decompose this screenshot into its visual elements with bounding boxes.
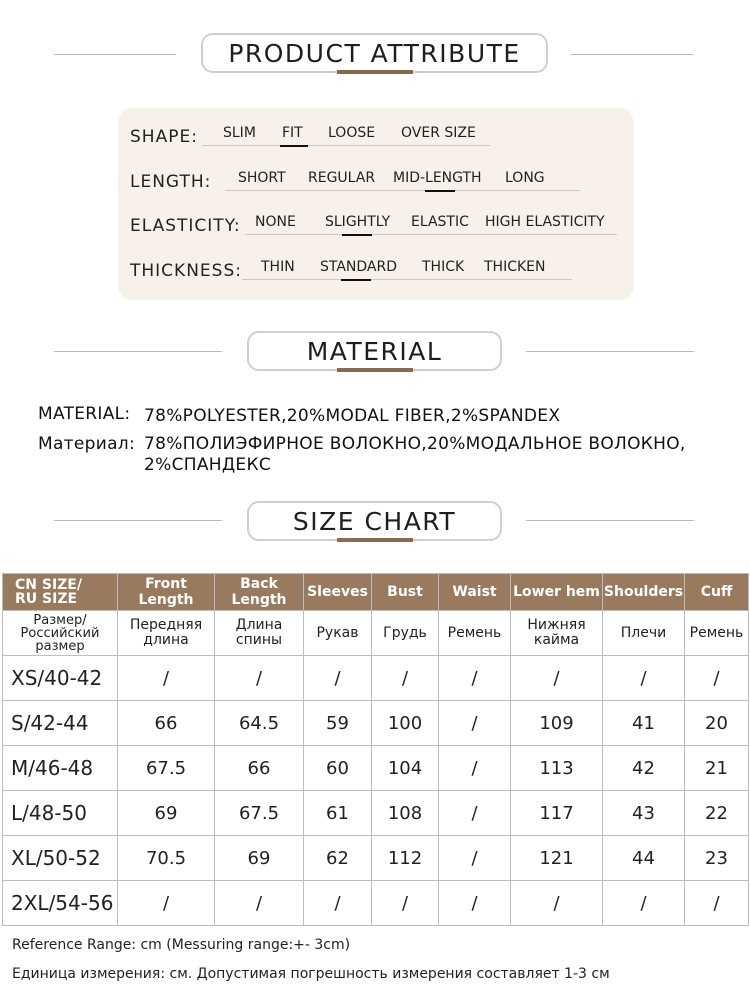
divider-right bbox=[526, 351, 694, 352]
size-chart-table bbox=[2, 573, 749, 926]
table-cell: 109 bbox=[511, 701, 603, 746]
table-ru-header-cell: Нижняя кайма bbox=[511, 611, 603, 656]
table-cell: / bbox=[372, 881, 439, 926]
table-ru-header-size: Размер/ Российский размер bbox=[3, 611, 118, 656]
table-cell: 69 bbox=[118, 791, 215, 836]
section-title-size-chart bbox=[247, 501, 502, 541]
table-cell: / bbox=[215, 656, 304, 701]
selected-mark bbox=[280, 145, 308, 147]
attribute-line bbox=[245, 234, 617, 235]
title-underline bbox=[337, 538, 413, 542]
selected-mark bbox=[341, 279, 371, 281]
table-cell: 70.5 bbox=[118, 836, 215, 881]
attribute-line bbox=[202, 145, 490, 146]
divider-left bbox=[54, 520, 222, 521]
table-header-size: CN SIZE/ RU SIZE bbox=[3, 574, 118, 611]
section-title-text: PRODUCT ATTRIBUTE bbox=[228, 38, 521, 68]
divider-left bbox=[54, 351, 222, 352]
material-en-label: MATERIAL: bbox=[38, 404, 131, 424]
table-cell: 64.5 bbox=[215, 701, 304, 746]
table-header-waist: Waist bbox=[439, 574, 511, 611]
table-cell-size: L/48-50 bbox=[3, 791, 118, 836]
attribute-label: LENGTH: bbox=[130, 172, 212, 192]
table-ru-header-cell: Ремень bbox=[439, 611, 511, 656]
table-cell: 44 bbox=[603, 836, 685, 881]
table-cell: 20 bbox=[685, 701, 749, 746]
attribute-label: ELASTICITY: bbox=[130, 216, 241, 236]
title-underline bbox=[337, 368, 413, 372]
table-row bbox=[3, 746, 749, 791]
table-header-cuff: Cuff bbox=[685, 574, 749, 611]
table-header-shoulders: Shoulders bbox=[603, 574, 685, 611]
attribute-option: OVER SIZE bbox=[401, 125, 476, 141]
divider-right bbox=[571, 54, 693, 55]
table-cell: / bbox=[511, 881, 603, 926]
table-cell: 22 bbox=[685, 791, 749, 836]
divider-right bbox=[526, 520, 694, 521]
table-cell: / bbox=[439, 701, 511, 746]
section-title-material bbox=[247, 331, 502, 371]
table-cell: / bbox=[439, 791, 511, 836]
selected-mark bbox=[342, 234, 372, 236]
table-cell: 113 bbox=[511, 746, 603, 791]
table-cell: / bbox=[603, 881, 685, 926]
attribute-label: SHAPE: bbox=[130, 127, 198, 147]
table-cell: / bbox=[439, 836, 511, 881]
table-cell: 59 bbox=[304, 701, 372, 746]
table-cell-size: M/46-48 bbox=[3, 746, 118, 791]
attribute-option: SLIM bbox=[223, 125, 256, 141]
attribute-option-selected: STANDARD bbox=[320, 259, 397, 275]
table-ru-header-row bbox=[3, 611, 749, 656]
attribute-option-selected: SLIGHTLY bbox=[325, 214, 390, 230]
table-row bbox=[3, 701, 749, 746]
table-cell-size: XS/40-42 bbox=[3, 656, 118, 701]
table-cell: 112 bbox=[372, 836, 439, 881]
selected-mark bbox=[425, 190, 455, 192]
attribute-option: THIN bbox=[261, 259, 295, 275]
table-cell: 21 bbox=[685, 746, 749, 791]
table-row bbox=[3, 836, 749, 881]
divider-left bbox=[54, 54, 176, 55]
table-header-sleeves: Sleeves bbox=[304, 574, 372, 611]
table-cell: 60 bbox=[304, 746, 372, 791]
attribute-line bbox=[242, 279, 572, 280]
table-row bbox=[3, 881, 749, 926]
attribute-option: THICKEN bbox=[484, 259, 546, 275]
table-cell: 66 bbox=[215, 746, 304, 791]
table-cell: 69 bbox=[215, 836, 304, 881]
table-ru-header-cell: Ремень bbox=[685, 611, 749, 656]
table-cell: / bbox=[304, 881, 372, 926]
section-title-text: MATERIAL bbox=[306, 336, 443, 366]
reference-note-en: Reference Range: cm (Messuring range:+- 3cm) bbox=[12, 937, 351, 953]
table-cell: 66 bbox=[118, 701, 215, 746]
table-cell-size: 2XL/54-56 bbox=[3, 881, 118, 926]
table-ru-header-cell: Грудь bbox=[372, 611, 439, 656]
table-cell: / bbox=[685, 656, 749, 701]
table-cell: 61 bbox=[304, 791, 372, 836]
table-cell: / bbox=[439, 746, 511, 791]
table-row bbox=[3, 656, 749, 701]
material-ru-label: Материал: bbox=[38, 434, 135, 454]
section-title-attribute bbox=[201, 33, 548, 73]
table-cell: 108 bbox=[372, 791, 439, 836]
table-row bbox=[3, 791, 749, 836]
attribute-option-selected: FIT bbox=[282, 125, 303, 141]
table-header-lower-hem: Lower hem bbox=[511, 574, 603, 611]
table-header-front-length: Front Length bbox=[118, 574, 215, 611]
table-cell-size: S/42-44 bbox=[3, 701, 118, 746]
table-cell-size: XL/50-52 bbox=[3, 836, 118, 881]
table-header-bust: Bust bbox=[372, 574, 439, 611]
table-cell: 23 bbox=[685, 836, 749, 881]
table-ru-header-cell: Передняя длина bbox=[118, 611, 215, 656]
table-cell: 100 bbox=[372, 701, 439, 746]
table-cell: / bbox=[372, 656, 439, 701]
table-cell: / bbox=[439, 881, 511, 926]
attribute-option: HIGH ELASTICITY bbox=[485, 214, 605, 230]
table-cell: / bbox=[685, 881, 749, 926]
attribute-option-selected: MID-LENGTH bbox=[393, 170, 482, 186]
table-cell: 67.5 bbox=[118, 746, 215, 791]
material-en-value: 78%POLYESTER,20%MODAL FIBER,2%SPANDEX bbox=[144, 406, 561, 426]
reference-note-ru: Единица измерения: см. Допустимая погрешность измерения составляет 1-3 см bbox=[12, 966, 610, 982]
table-header-back-length: Back Length bbox=[215, 574, 304, 611]
attribute-option: LONG bbox=[505, 170, 545, 186]
attribute-option: LOOSE bbox=[328, 125, 376, 141]
table-cell: 104 bbox=[372, 746, 439, 791]
table-cell: 121 bbox=[511, 836, 603, 881]
attribute-option: ELASTIC bbox=[411, 214, 469, 230]
attribute-panel bbox=[118, 108, 634, 300]
table-cell: / bbox=[603, 656, 685, 701]
material-ru-value: 78%ПОЛИЭФИРНОЕ ВОЛОКНО,20%МОДАЛЬНОЕ ВОЛОКНО, bbox=[144, 434, 686, 454]
table-cell: / bbox=[118, 656, 215, 701]
attribute-option: SHORT bbox=[238, 170, 286, 186]
table-cell: 117 bbox=[511, 791, 603, 836]
table-cell: 43 bbox=[603, 791, 685, 836]
attribute-option: THICK bbox=[422, 259, 465, 275]
attribute-option: NONE bbox=[255, 214, 296, 230]
table-cell: / bbox=[439, 656, 511, 701]
attribute-line bbox=[225, 190, 580, 191]
table-cell: 62 bbox=[304, 836, 372, 881]
title-underline bbox=[337, 70, 413, 74]
table-header-row bbox=[3, 574, 749, 611]
table-cell: 67.5 bbox=[215, 791, 304, 836]
attribute-option: REGULAR bbox=[308, 170, 376, 186]
attribute-label: THICKNESS: bbox=[130, 261, 242, 281]
table-cell: / bbox=[304, 656, 372, 701]
table-cell: / bbox=[511, 656, 603, 701]
material-ru-value-cont: 2%СПАНДЕКС bbox=[144, 455, 271, 475]
table-ru-header-cell: Рукав bbox=[304, 611, 372, 656]
table-ru-header-cell: Плечи bbox=[603, 611, 685, 656]
table-ru-header-cell: Длина спины bbox=[215, 611, 304, 656]
table-cell: 42 bbox=[603, 746, 685, 791]
table-cell: / bbox=[118, 881, 215, 926]
table-cell: 41 bbox=[603, 701, 685, 746]
table-cell: / bbox=[215, 881, 304, 926]
section-title-text: SIZE CHART bbox=[292, 506, 457, 536]
